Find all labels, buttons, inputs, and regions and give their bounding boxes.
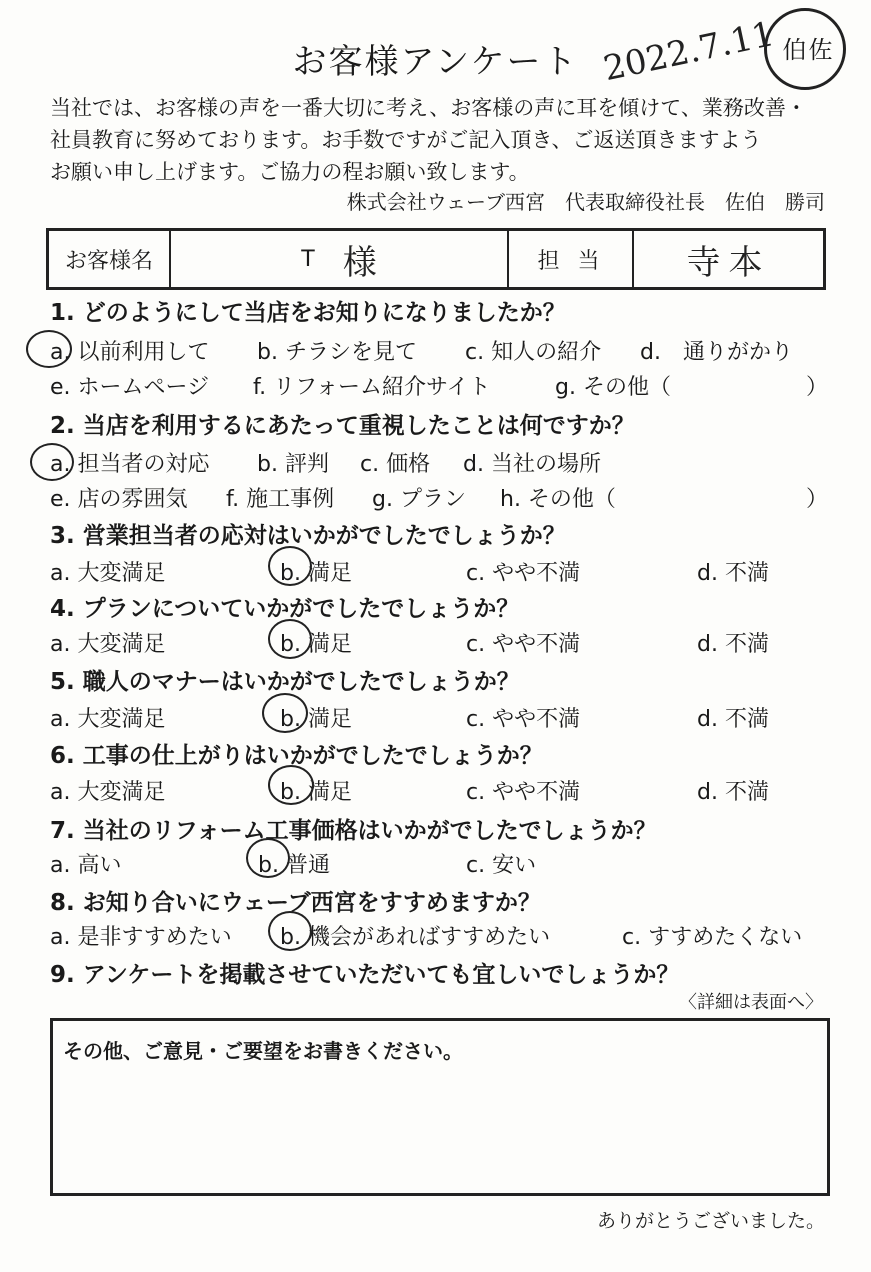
q1-option-g-close: ） [806, 375, 829, 400]
customer-honorific: 様 [342, 242, 377, 283]
answer-circle-q6 [268, 765, 314, 805]
intro-line-3: お願い申し上げます。ご協力の程お願い致します。 [50, 160, 530, 184]
question-6: 6. 工事の仕上がりはいかがでしたでしょうか？ [50, 743, 543, 769]
q2-option-d[interactable]: d. 当社の場所 [463, 452, 601, 477]
q4-option-b[interactable]: b. 満足 [280, 632, 352, 657]
q2-option-h-close: ） [806, 487, 829, 512]
question-9: 9. アンケートを掲載させていただいても宜しいでしょうか？ [50, 962, 680, 988]
q3-option-c[interactable]: c. やや不満 [466, 561, 581, 586]
customer-name-label: お客様名 [49, 231, 171, 287]
q5-option-b[interactable]: b. 満足 [280, 707, 352, 732]
q6-option-b[interactable]: b. 満足 [280, 780, 352, 805]
q1-option-e[interactable]: e. ホームページ [50, 375, 210, 400]
q1-option-d[interactable]: d. 通りがかり [640, 340, 793, 365]
customer-name-value: T [301, 246, 315, 272]
seal-stamp: 佐 伯 [764, 8, 846, 90]
q2-option-g[interactable]: g. プラン [372, 487, 466, 512]
q1-option-a[interactable]: a. 以前利用して [50, 340, 210, 365]
q3-option-a[interactable]: a. 大変満足 [50, 561, 166, 586]
question-4: 4. プランについていかがでしたでしょうか？ [50, 596, 520, 622]
q1-option-f[interactable]: f. リフォーム紹介サイト [253, 375, 491, 400]
q2-option-a[interactable]: a. 担当者の対応 [50, 452, 210, 477]
answer-circle-q2 [30, 443, 74, 481]
question-5: 5. 職人のマナーはいかがでしたでしょうか？ [50, 669, 520, 695]
q3-option-d[interactable]: d. 不満 [697, 561, 769, 586]
q6-option-c[interactable]: c. やや不満 [466, 780, 581, 805]
q6-option-a[interactable]: a. 大変満足 [50, 780, 166, 805]
answer-circle-q5 [262, 693, 308, 733]
thanks-footer: ありがとうございました。 [596, 1210, 825, 1232]
q5-option-a[interactable]: a. 大変満足 [50, 707, 166, 732]
answer-circle-q8 [268, 911, 312, 951]
q1-option-b[interactable]: b. チラシを見て [257, 340, 417, 365]
comments-label: その他、ご意見・ご要望をお書きください。 [63, 1039, 463, 1063]
answer-circle-q7 [246, 838, 290, 878]
q7-option-b[interactable]: b. 普通 [258, 853, 330, 878]
q4-option-a[interactable]: a. 大変満足 [50, 632, 166, 657]
q4-option-d[interactable]: d. 不満 [697, 632, 769, 657]
q3-option-b[interactable]: b. 満足 [280, 561, 352, 586]
q7-option-c[interactable]: c. 安い [466, 853, 537, 878]
question-7: 7. 当社のリフォーム工事価格はいかがでしたでしょうか？ [50, 818, 657, 844]
q7-option-a[interactable]: a. 高い [50, 853, 122, 878]
q5-option-c[interactable]: c. やや不満 [466, 707, 581, 732]
customer-info-table [46, 228, 826, 290]
answer-circle-q1 [26, 330, 72, 368]
handwritten-date: 2022.7.11 [600, 14, 778, 90]
rep-label: 担当 [509, 231, 634, 287]
q1-option-c[interactable]: c. 知人の紹介 [465, 340, 602, 365]
answer-circle-q3 [268, 546, 312, 586]
q6-option-d[interactable]: d. 不満 [697, 780, 769, 805]
customer-name-field[interactable] [171, 231, 509, 287]
question-3: 3. 営業担当者の応対はいかがでしたでしょうか？ [50, 523, 566, 549]
detail-note: 〈詳細は表面へ〉 [679, 992, 823, 1013]
q5-option-d[interactable]: d. 不満 [697, 707, 769, 732]
intro-line-1: 当社では、お客様の声を一番大切に考え、お客様の声に耳を傾けて、業務改善・ [50, 96, 807, 120]
q2-option-f[interactable]: f. 施工事例 [226, 487, 335, 512]
comments-box[interactable] [50, 1018, 830, 1196]
intro-line-2: 社員教育に努めております。お手数ですがご記入頂き、ご返送頂きますよう [50, 128, 762, 152]
q2-option-h[interactable]: h. その他（ [500, 487, 616, 512]
q8-option-a[interactable]: a. 是非すすめたい [50, 925, 232, 950]
answer-circle-q4 [268, 619, 312, 659]
question-8: 8. お知り合いにウェーブ西宮をすすめますか？ [50, 890, 541, 916]
q2-option-c[interactable]: c. 価格 [360, 452, 431, 477]
survey-title: お客様アンケート [292, 42, 579, 82]
q2-option-b[interactable]: b. 評判 [257, 452, 329, 477]
company-signature: 株式会社ウェーブ西宮 代表取締役社長 佐伯 勝司 [346, 190, 825, 214]
q2-option-e[interactable]: e. 店の雰囲気 [50, 487, 188, 512]
q8-option-c[interactable]: c. すすめたくない [622, 925, 803, 950]
question-2: 2. 当店を利用するにあたって重視したことは何ですか？ [50, 413, 635, 439]
q1-option-g[interactable]: g. その他（ [555, 375, 671, 400]
question-1: 1. どのようにして当店をお知りになりましたか？ [50, 300, 566, 326]
q4-option-c[interactable]: c. やや不満 [466, 632, 581, 657]
rep-name-field[interactable]: 寺本 [686, 242, 771, 283]
q8-option-b[interactable]: b. 機会があればすすめたい [280, 925, 551, 950]
